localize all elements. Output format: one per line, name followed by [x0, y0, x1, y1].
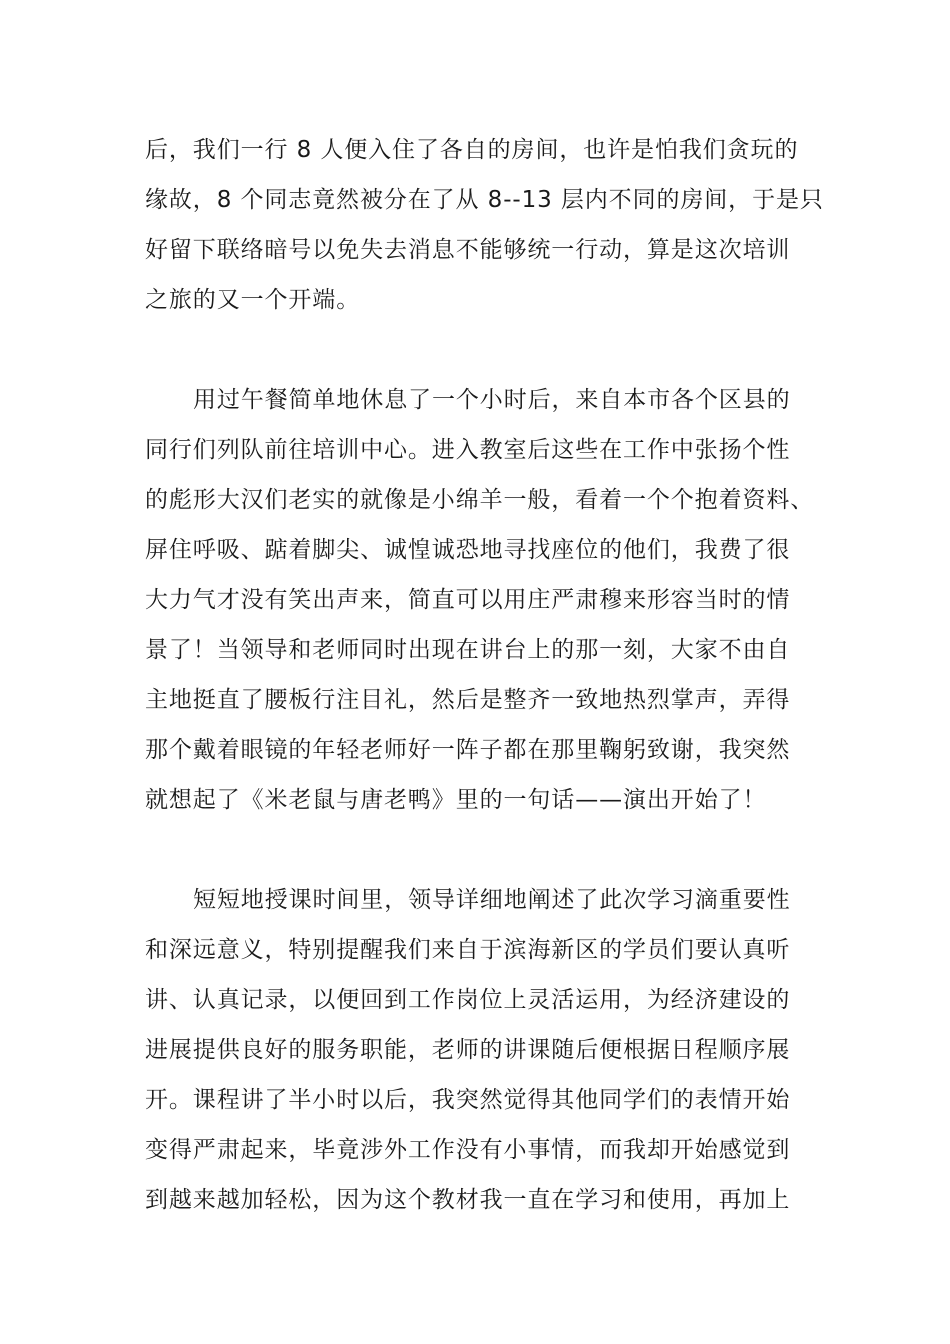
text-line: 主地挺直了腰板行注目礼，然后是整齐一致地热烈掌声，弄得	[145, 687, 791, 713]
text-line: 后，我们一行 8 人便入住了各自的房间，也许是怕我们贪玩的	[145, 137, 799, 163]
text-line: 讲、认真记录，以便回到工作岗位上灵活运用，为经济建设的	[145, 987, 791, 1013]
text-line: 之旅的又一个开端。	[145, 287, 361, 313]
text-line: 缘故，8 个同志竟然被分在了从 8--13 层内不同的房间，于是只	[145, 187, 824, 213]
text-line: 变得严肃起来，毕竟涉外工作没有小事情，而我却开始感觉到	[145, 1137, 791, 1163]
text-line: 到越来越加轻松，因为这个教材我一直在学习和使用，再加上	[145, 1187, 791, 1213]
text-line: 就想起了《米老鼠与唐老鸭》里的一句话——演出开始了！	[145, 787, 767, 813]
text-line: 同行们列队前往培训中心。进入教室后这些在工作中张扬个性	[145, 437, 791, 463]
text-line: 好留下联络暗号以免失去消息不能够统一行动，算是这次培训	[145, 237, 791, 263]
text-line: 屏住呼吸、踮着脚尖、诚惶诚恐地寻找座位的他们，我费了很	[145, 537, 791, 563]
text-line: 用过午餐简单地休息了一个小时后，来自本市各个区县的	[193, 387, 791, 413]
text-line: 那个戴着眼镜的年轻老师好一阵子都在那里鞠躬致谢，我突然	[145, 737, 791, 763]
text-line: 景了！当领导和老师同时出现在讲台上的那一刻，大家不由自	[145, 637, 791, 663]
text-line: 开。课程讲了半小时以后，我突然觉得其他同学们的表情开始	[145, 1087, 791, 1113]
text-line: 大力气才没有笑出声来，简直可以用庄严肃穆来形容当时的情	[145, 587, 791, 613]
text-line: 短短地授课时间里，领导详细地阐述了此次学习滴重要性	[193, 887, 791, 913]
text-line: 和深远意义，特别提醒我们来自于滨海新区的学员们要认真听	[145, 937, 791, 963]
text-line: 进展提供良好的服务职能，老师的讲课随后便根据日程顺序展	[145, 1037, 791, 1063]
text-line: 的彪形大汉们老实的就像是小绵羊一般，看着一个个抱着资料、	[145, 487, 815, 513]
